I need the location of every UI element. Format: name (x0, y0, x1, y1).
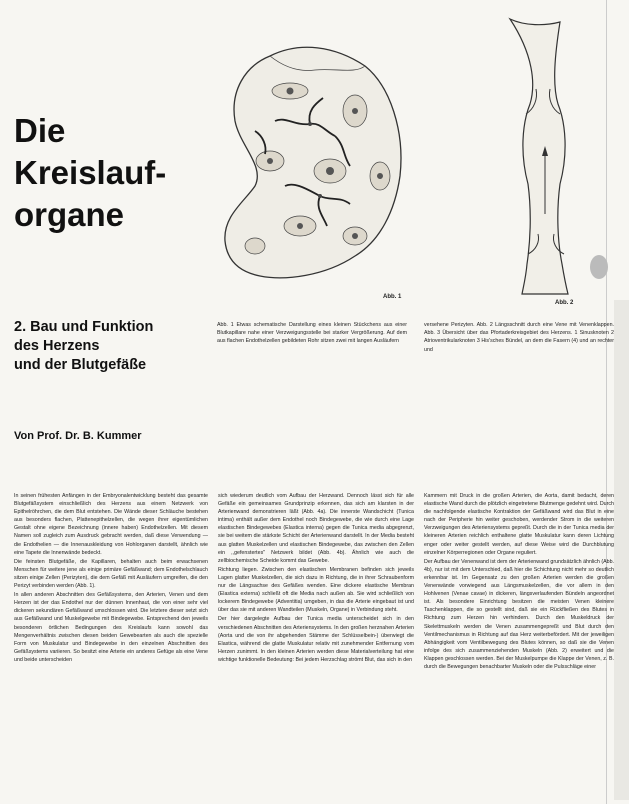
body-column-2 (218, 492, 414, 797)
paragraph: Richtung liegen. Zwischen den elastischen Membranen befinden sich jeweils Lagen glatter Muskelzellen, die sich dazu in Richtung, die in ihrer Schraubenform nur die Längsachse des Gefäßes wenden. Eine dickere elastische Membran (Elastica externa) schließt oft die Media nach außen ab. Sie wird schließlich von lockerem Bindegewebe (Adventitia) umgeben, in das die Arterie eingebaut ist und über das sie mit anderen Wandteilen (Muskeln, Organe) in Verbindung steht. (218, 566, 414, 614)
article-subtitle (14, 318, 214, 375)
body-column-3 (424, 492, 614, 797)
paragraph: Die feinsten Blutgefäße, die Kapillaren, behalten auch beim erwachsenen Menschen für weitere jene als einige primäre Gefäßwand; dem Endothelschlauch sitzen einige Zellen (Perizyten), die dem Gefäß mit Ausläufern umgreifen, die den Perizyt verbinden werden (Abb. 1). (14, 558, 208, 590)
subtitle-line-1: 2. Bau und Funktion (14, 319, 154, 335)
paragraph: Der Aufbau der Venenwand ist dem der Arterienwand grundsätzlich ähnlich (Abb. 4b), nur ist mit dem Unterschied, daß hier die Schichtung nicht mehr so deutlich erkennbar ist. Im Gegensatz zu den großen Arterien werden die großen Venenwände vorwiegend aus Längsmuskelzellen, die vor allem in den Hohlvenen (Venae cavae) in dickeren, längsverlaufenden Bündeln angeordnet ist. Als besondere Einrichtung besitzen die meisten Venen kleinere Taschenklappen, die so gestellt sind, daß sie ein Rückfließen des Blutes in Richtung zum Herzen hin verhindern. Durch den Muskeldruck der Skelettmuskeln werden die Venen zusammengepreßt und Blut durch den Ventilmechanismus in Richtung auf das Herz weiterbefördert. Mit der jeweiligen Abhängigkeit vom Ventilbewegung des Blutes können, so daß sie die Venen infolge des sich zusammenziehenden Muskeln (Abb. 2) erweitert und die Klappen geschlossen werden. Bei der Muskelpumpe die Klappe der Venen, z. B. durch die Bewegungen benachbarter Muskeln oder die Pulsschläge einer (424, 558, 614, 670)
figure-2-label: Abb. 2 (555, 300, 574, 304)
figure-2-caption: versehene Perizyten. Abb. 2 Längsschnitt durch eine Vene mit Venenklappen. Abb. 3 Übersicht über das Pfortaderkreisgebiet des Herzens. 1 Sinusknoten 2 Atrioventrikularknoten 3 His'sches Bündel, an dem die Fasern (4) und an rechter und (424, 322, 614, 353)
subtitle-line-3: und der Blutgefäße (14, 357, 147, 373)
figure-1-capillary-illustration (215, 36, 415, 306)
figure-2-vein-illustration (500, 14, 600, 304)
subtitle-line-2: des Herzens (14, 338, 100, 354)
figure-1-label: Abb. 1 (383, 294, 402, 300)
title-line-1: Die (14, 112, 66, 149)
figure-1-caption: Abb. 1 Etwas schematische Darstellung eines kleinen Stückchens aus einer Blutkapillare nahe einer Verzweigungsstelle bei starker Vergrößerung. Auf dem aus flachen Endothelzellen gebildeten Rohr sitzen zwei mit langen Ausläufern (217, 322, 407, 345)
body-column-1 (14, 492, 208, 797)
paragraph: sich wiederum deutlich vom Aufbau der Herzwand. Dennoch lässt sich für alle Gefäße ein gemeinsames Grundprinzip erkennen, das sich am klarsten in der Arterienwand demonstrieren läßt (Abb. 4a). Die innerste Wandschicht (Tunica intima) enthält außer dem Endothel noch Bindegewebe, die wie durch eine Lage elastischen Bindegewebes (Elastica interna) gegen die Tunica media abgegrenzt, sie bei weitem die stärkste Schicht der Arterienwand darstellt. In der Media besteht aus glatten Muskelzellen und elastischen Bindegewebe, das zwischen den Zellen ein ,,gefenstertes" Netzwerk bildet (Abb. 4b). Ähnlich wie auch die zellbiochemische Scheide kommt das Gewebe. (218, 493, 414, 564)
title-line-2: Kreislauf- (14, 154, 167, 191)
paragraph: In seinen frühesten Anfängen in der Embryonalentwicklung besteht das gesamte Blutgefäßsystem einschließlich des Herzens aus einem Netzwerk von Epithelröhrchen, die dem Blut entstehen. Die Wände dieser Schläuche bestehen aus besonders flachen, Plattenepithelzellen, die wegen ihrer eigentümlichen Gestalt ohne eigene Bezeichnung (innere haben) Endothelzellen. Mit diesem Namen soll zugleich zum Ausdruck gebracht werden, daß diese Verwendung — die Endothelien — die Innenauskleidung von Hohlorganen darstellt, ähnlich wie eine Tapete die Innenwände bedeckt. (14, 493, 208, 556)
paragraph: In allen anderen Abschnitten des Gefäßsystems, den Arterien, Venen und dem Herzen ist der das Endothel nur der dünnen Innenhaut, die von einer sehr viel dickeren sekundären Gefäßwand umschlossen wird. Die letztere dieser setzt sich aus Gefäßwand und Muskelgewebe mit Bindegewebe. Entsprechend den jeweils besonderen örtlichen Bedingungen des Kreislaufs kann sowohl das Mengenverhältnis zwischen diesen beiden Gewebearten als auch die spezielle Form von Muskulatur und Bindegewebe in den einzelnen Abschnitten des Gefäßsystems variieren. So besitzt eine Arterie ein anderes Gefüge als eine Vene und beide unterscheiden (14, 592, 208, 663)
article-author: Von Prof. Dr. B. Kummer (14, 430, 142, 442)
article-title (14, 110, 214, 236)
paragraph: Der hier dargelegte Aufbau der Tunica media unterscheidet sich in den verschiedenen Abschnitten des Arteriensystems. In den großen herznahen Arterien (Aorta und die von ihr abgehenden Stämme der Schlüsselbein-) überwiegt die Elastica, während die glatte Muskulatur relativ mit zunehmender Entfernung vom Herzen zunimmt. In den kleinen Arterien werden diese Materialverteilung hat eine wichtige funktionelle Bedeutung: Bei jedem Herzschlag strömt Blut, das sich in den (218, 616, 414, 663)
title-line-3: organe (14, 196, 125, 233)
next-page-bleed (614, 300, 629, 800)
paragraph: Kammern mit Druck in die großen Arterien, die Aorta, damit bedacht, deren elastische Wand durch die plötzlich eingetretene Blutmenge gedehnt wird. Durch die nachfolgende elastische Kontraktion der Gefäßwand wird das Blut in eine nach der Peripherie hin weiter geschoben, werdender Strom in die weiteren Verzweigungen des Arteriensystems gepreßt. Durch die in der Tunica media der kleineren Arterien reichlich enthaltene glatte Muskulatur kann deren Lichtung enger oder weiter gestellt werden, auf diese Weise wird die Durchblutung einzelner Körperregionen oder Organe reguliert. (424, 493, 614, 556)
